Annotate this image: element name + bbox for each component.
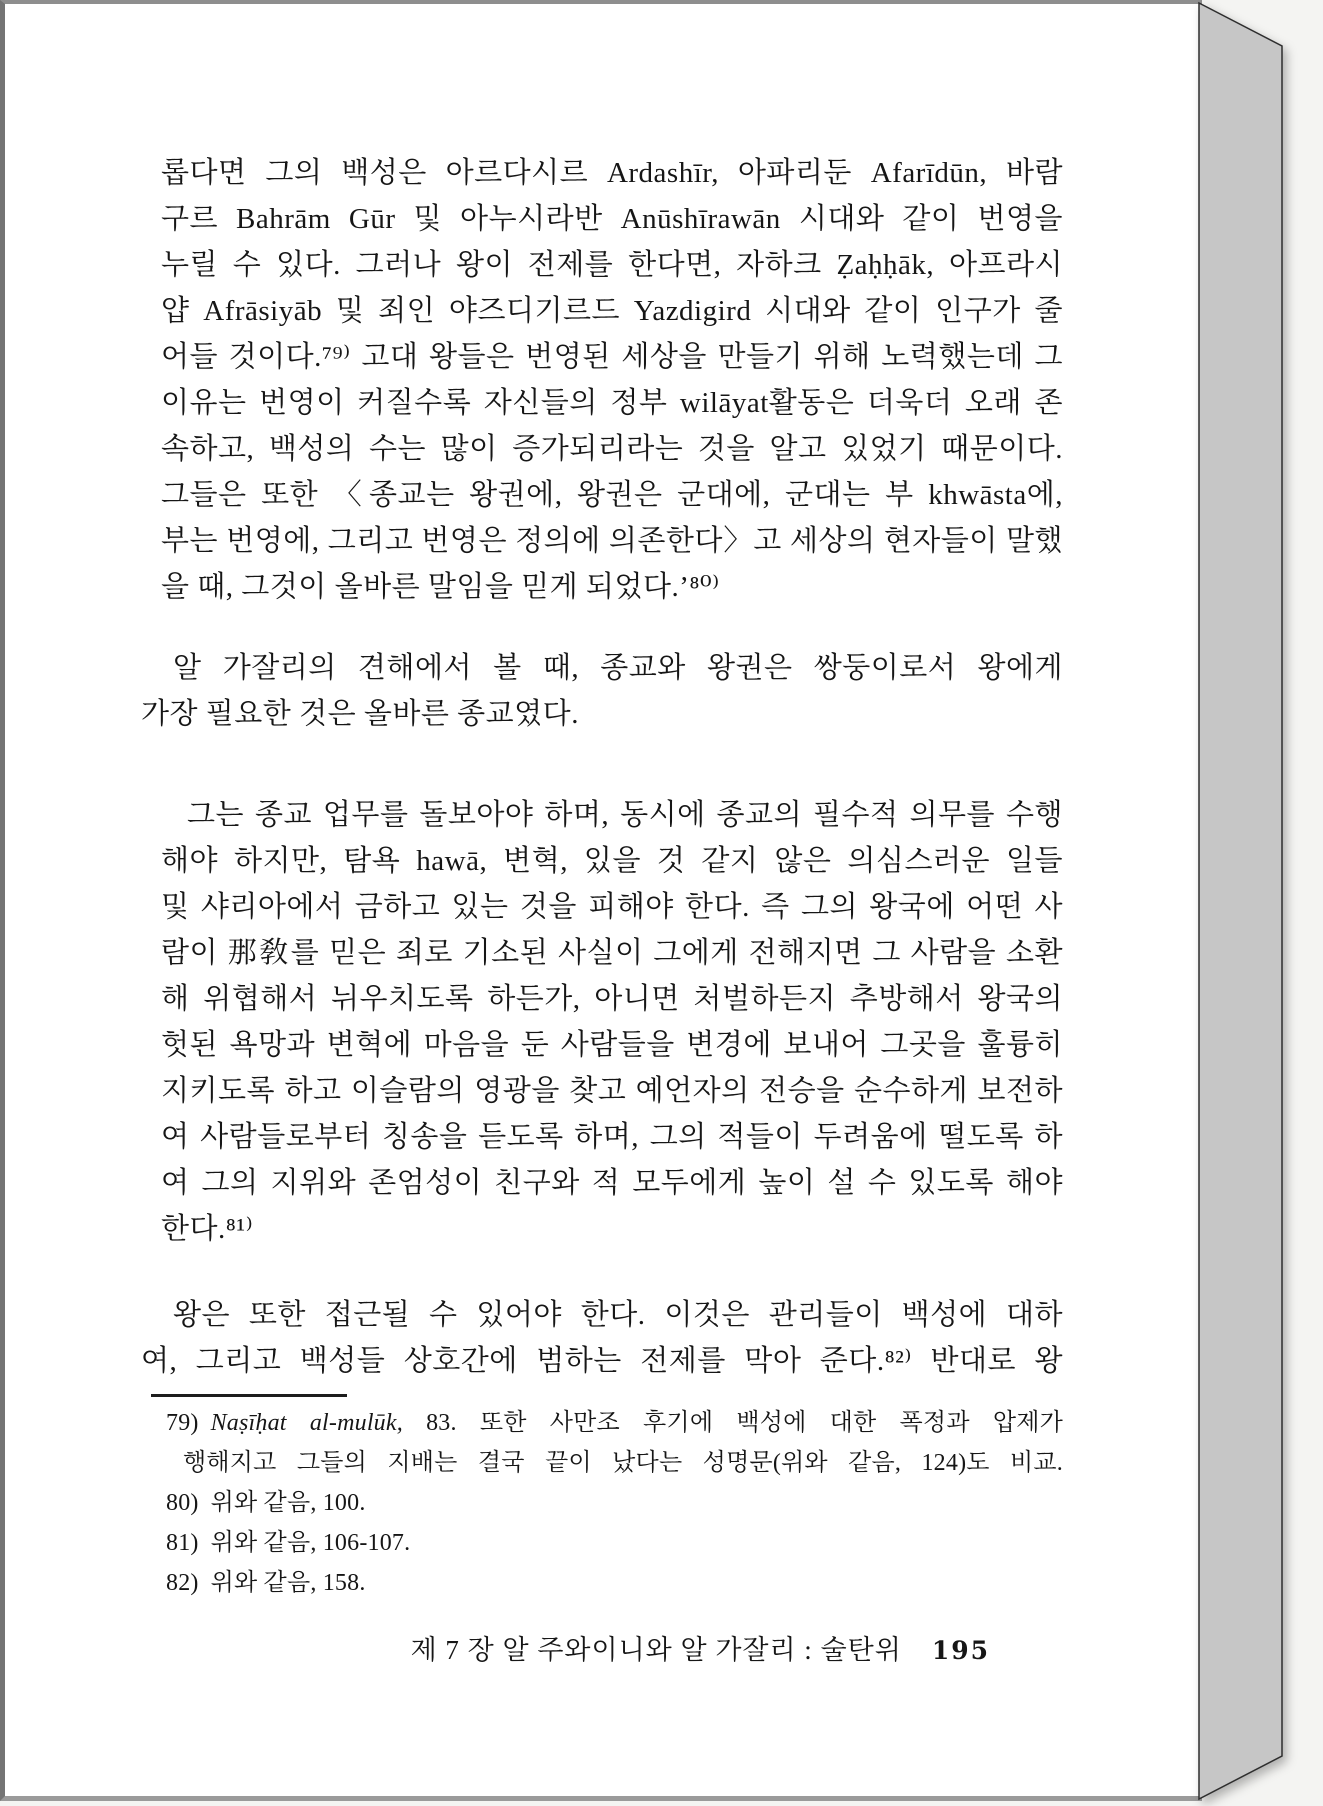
text-line: 을 때, 그것이 올바른 말임을 믿게 되었다.’⁸⁰⁾ — [161, 571, 720, 603]
footnote-80 — [141, 1483, 1063, 1523]
text-line: 속하고, 백성의 수는 많이 증가되리라는 것을 알고 있었기 때문이다. — [161, 433, 1063, 465]
footnote-number: 80) — [166, 1490, 199, 1516]
footnote-79 — [141, 1403, 1063, 1443]
text-line: 헛된 욕망과 변혁에 마음을 둔 사람들을 변경에 보내어 그곳을 훌륭히 — [161, 1029, 1063, 1061]
footnote-text: 위와 같음, 106-107. — [210, 1530, 411, 1556]
blockquote-prosperity — [161, 150, 1063, 610]
paragraph-king-accessibility — [141, 1292, 1063, 1384]
text-line: 어들 것이다.⁷⁹⁾ 고대 왕들은 번영된 세상을 만들기 위해 노력했는데 그 — [161, 341, 1063, 373]
footnote-79-continuation — [141, 1443, 1063, 1483]
text-line: 여, 그리고 백성들 상호간에 범하는 전제를 막아 준다.⁸²⁾ 반대로 왕 — [141, 1345, 1063, 1377]
blockquote-religious-duty — [161, 792, 1063, 1252]
text-line: 한다.⁸¹⁾ — [161, 1213, 254, 1245]
footnote-text: 위와 같음, 158. — [210, 1570, 366, 1596]
text-line: 그들은 또한 〈종교는 왕권에, 왕권은 군대에, 군대는 부 khwāsta에, — [161, 479, 1063, 511]
fore-edge-shape — [1199, 3, 1282, 1799]
text-line: 및 샤리아에서 금하고 있는 것을 피해야 한다. 즉 그의 왕국에 어떤 사 — [161, 891, 1063, 923]
text-line: 얍 Afrāsiyāb 및 죄인 야즈디기르드 Yazdigird 시대와 같이 인구가 줄 — [161, 295, 1063, 327]
footnote-text: 행해지고 그들의 지배는 결국 끝이 났다는 성명문(위와 같음, 124)도 비교. — [183, 1450, 1063, 1476]
footnote-number: 82) — [166, 1570, 199, 1596]
book-fore-edge — [1198, 0, 1290, 1806]
footnotes-block — [141, 1403, 1063, 1603]
footnote-number: 79) — [166, 1410, 199, 1436]
page-number: 195 — [931, 1636, 990, 1665]
footnote-text: 위와 같음, 100. — [210, 1490, 366, 1516]
footnote-work-title: Naṣīḥat al-mulūk, — [210, 1410, 403, 1436]
text-line: 여 그의 지위와 존엄성이 친구와 적 모두에게 높이 설 수 있도록 해야 — [161, 1167, 1063, 1199]
running-footer — [141, 1627, 1063, 1674]
text-line: 알 가잘리의 견해에서 볼 때, 종교와 왕권은 쌍둥이로서 왕에게 — [173, 652, 1063, 684]
text-line: 롭다면 그의 백성은 아르다시르 Ardashīr, 아파리둔 Afarīdūn, 바람 — [161, 157, 1063, 189]
text-line: 해야 하지만, 탐욕 hawā, 변혁, 있을 것 같지 않은 의심스러운 일들 — [161, 845, 1063, 877]
text-line: 그는 종교 업무를 돌보아야 하며, 동시에 종교의 필수적 의무를 수행 — [187, 799, 1063, 831]
text-line: 가장 필요한 것은 올바른 종교였다. — [141, 698, 579, 730]
text-line: 여 사람들로부터 칭송을 듣도록 하며, 그의 적들이 두려움에 떨도록 하 — [161, 1121, 1063, 1153]
text-line: 이유는 번영이 커질수록 자신들의 정부 wilāyat활동은 더욱더 오래 존 — [161, 387, 1063, 419]
text-line: 해 위협해서 뉘우치도록 하든가, 아니면 처벌하든지 추방해서 왕국의 — [161, 983, 1063, 1015]
text-line: 왕은 또한 접근될 수 있어야 한다. 이것은 관리들이 백성에 대하 — [173, 1299, 1063, 1331]
paragraph-ghazali-view — [141, 645, 1063, 737]
text-line: 지키도록 하고 이슬람의 영광을 찾고 예언자의 전승을 순수하게 보전하 — [161, 1075, 1063, 1107]
text-line: 구르 Bahrām Gūr 및 아누시라반 Anūshīrawān 시대와 같이 번영을 — [161, 203, 1063, 235]
footnote-82 — [141, 1563, 1063, 1603]
footnote-text: 83. 또한 사만조 후기에 백성에 대한 폭정과 압제가 — [426, 1410, 1063, 1436]
text-line: 람이 那敎를 믿은 죄로 기소된 사실이 그에게 전해지면 그 사람을 소환 — [161, 937, 1063, 969]
chapter-title: 제 7 장 알 주와이니와 알 가잘리 : 술탄위 — [410, 1635, 902, 1665]
footnote-81 — [141, 1523, 1063, 1563]
footnote-separator — [151, 1394, 347, 1397]
text-line: 부는 번영에, 그리고 번영은 정의에 의존한다〉고 세상의 현자들이 말했 — [161, 525, 1063, 557]
footnote-number: 81) — [166, 1530, 199, 1556]
text-line: 누릴 수 있다. 그러나 왕이 전제를 한다면, 자하크 Ẓaḥḥāk, 아프라시 — [161, 249, 1063, 281]
